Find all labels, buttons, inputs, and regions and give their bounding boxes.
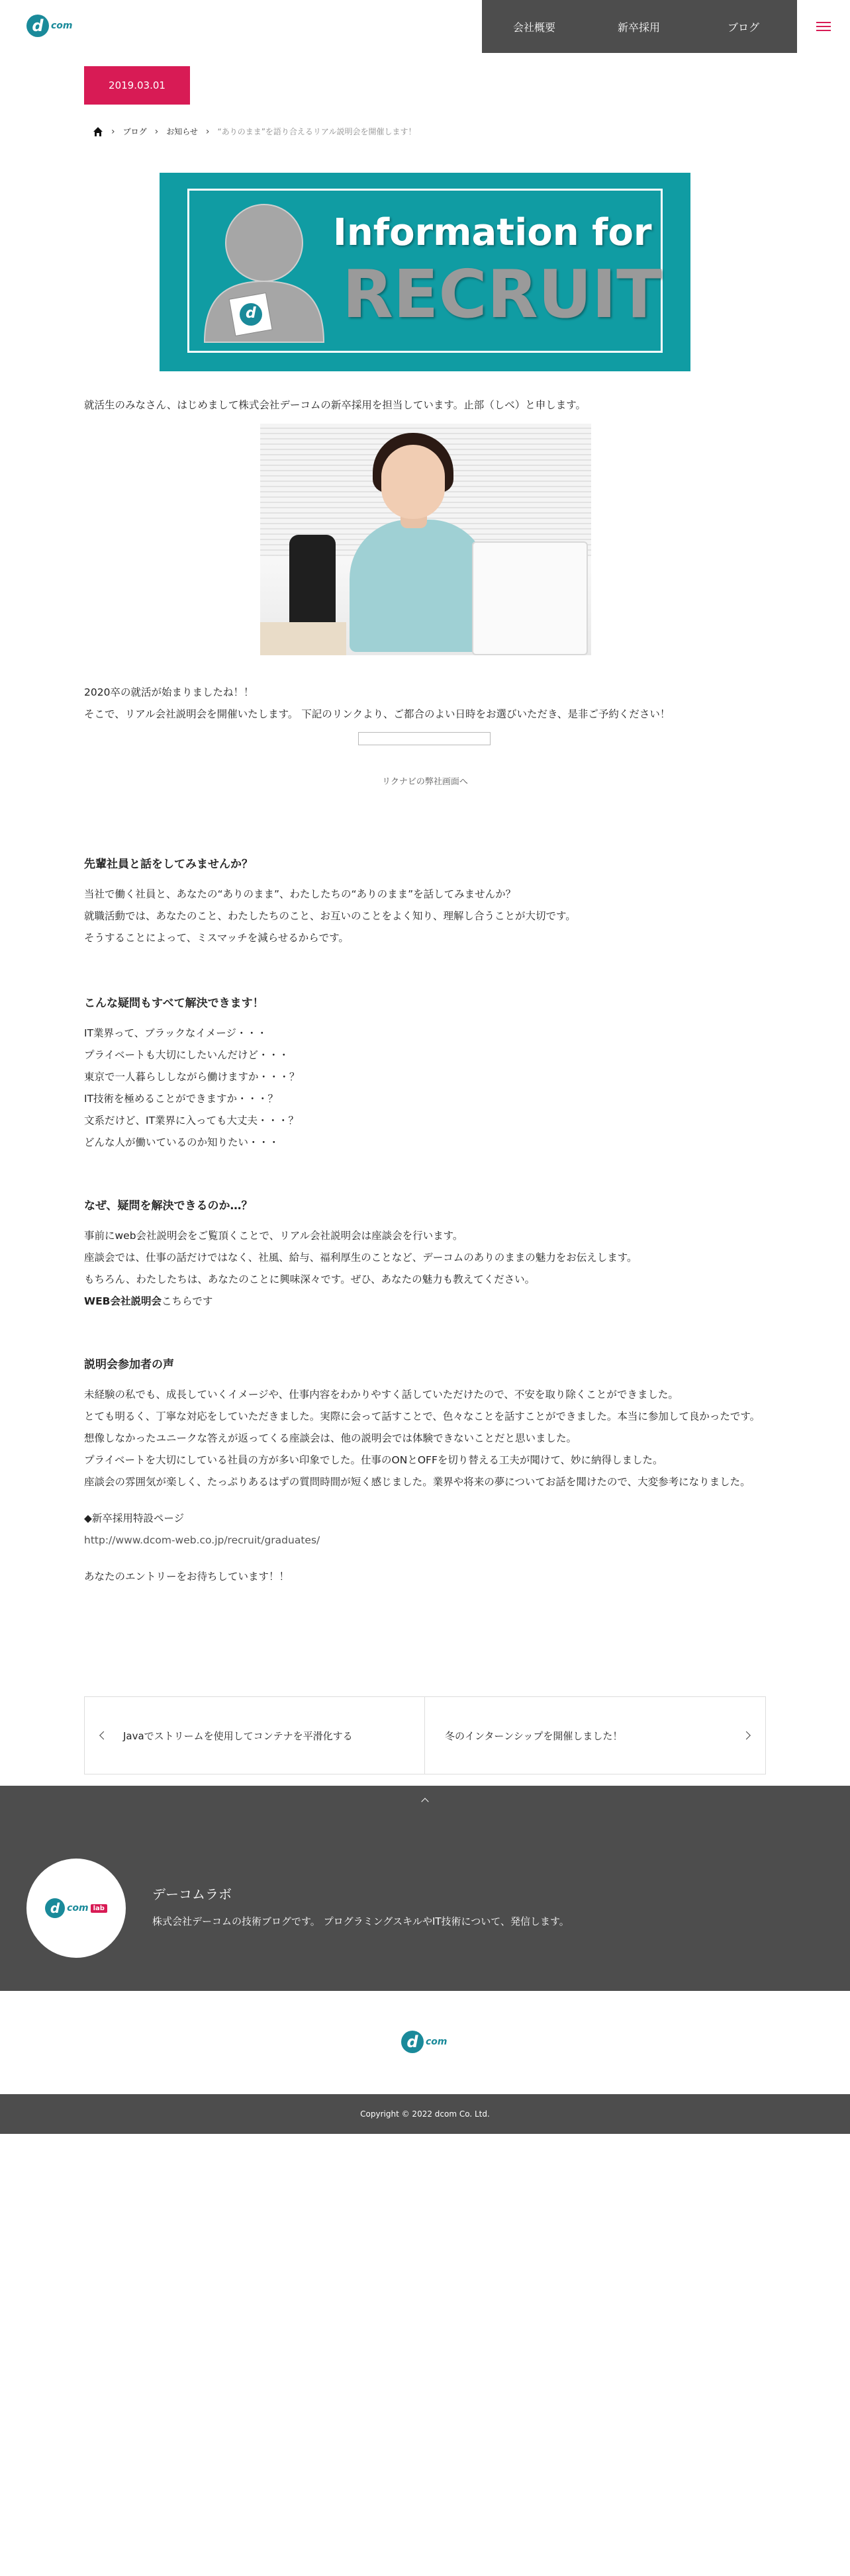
hero-title-line1: Information for — [333, 211, 652, 254]
section-title: なぜ、疑問を解決できるのか…？ — [84, 1199, 253, 1213]
footer-logo[interactable] — [401, 2031, 448, 2053]
avatar — [26, 1859, 126, 1958]
nav-item-company[interactable]: 会社概要 — [512, 21, 555, 34]
nav-item-recruit[interactable]: 新卒採用 — [617, 21, 660, 34]
question-item: 東京で一人暮らししながら働けますか・・・？ — [84, 1071, 300, 1083]
section-senpai — [84, 854, 766, 949]
section-title: 先輩社員と話をしてみませんか？ — [84, 858, 253, 871]
section-title: こんな疑問もすべて解決できます！ — [84, 997, 264, 1010]
prev-post-link[interactable] — [85, 1697, 425, 1774]
chevron-up-icon — [421, 1798, 428, 1805]
announce-line: そこで、リアル会社説明会を開催いたします。 下記のリンクより、ご都合のよい日時をお選びいただき、是非ご予約ください！ — [84, 708, 671, 720]
question-item: IT業界って、ブラックなイメージ・・・ — [84, 1027, 267, 1039]
question-item: IT技術を極めることができますか・・・？ — [84, 1093, 279, 1105]
desk-edge — [260, 622, 346, 655]
post-date-badge: 2019.03.01 — [84, 66, 190, 105]
closing-line: あなたのエントリーをお待ちしています！！ — [84, 1571, 290, 1583]
chevron-left-icon — [99, 1731, 108, 1740]
hero-title-line2: RECRUIT — [342, 255, 662, 333]
post-pager — [84, 1696, 766, 1774]
special-page-label: ◆新卒採用特設ページ — [84, 1512, 185, 1524]
voice-item: 未経験の私でも、成長していくイメージや、仕事内容をわかりやすく話していただけたので、不安を取り除くことができました。 — [84, 1389, 679, 1401]
announce-block — [84, 682, 766, 725]
rikunabi-link-caption[interactable]: リクナビの弊社画面へ — [382, 777, 468, 787]
section-line: 就職活動では、あなたのこと、わたしたちのこと、お互いのことをよく知り、理解し合うことが大切です。 — [84, 910, 576, 922]
site-logo[interactable] — [26, 15, 73, 37]
article-intro: 就活生のみなさん、はじめまして株式会社デーコムの新卒採用を担当しています。止部（しべ）と申します。 — [84, 399, 586, 411]
avatar-logo — [45, 1898, 107, 1918]
section-voices — [84, 1354, 766, 1588]
web-seminar-link[interactable] — [84, 1291, 766, 1312]
breadcrumb-current: “ありのまま”を語り合えるリアル説明会を開催します！ — [217, 127, 416, 136]
next-post-link[interactable] — [425, 1697, 765, 1774]
section-line: そうすることによって、ミスマッチを減らせるからです。 — [84, 932, 349, 944]
voice-item: プライベートを大切にしている社員の方が多い印象でした。仕事のONとOFFを切り替える工夫が聞けて、妙に納得しました。 — [84, 1454, 663, 1466]
special-page-url[interactable]: http://www.dcom-web.co.jp/recruit/graduates/ — [84, 1534, 320, 1546]
article-body — [84, 394, 766, 416]
voice-item: とても明るく、丁寧な対応をしていただきました。実際に会って話すことで、色々なことを話すことができました。本当に参加して良かったです。 — [84, 1410, 761, 1422]
breadcrumb-item-news[interactable]: お知らせ — [166, 127, 198, 136]
web-seminar-link-bold[interactable]: WEB会社説明会 — [84, 1295, 162, 1307]
recruiter-photo — [260, 424, 591, 655]
nav-item-blog[interactable]: ブログ — [727, 21, 759, 34]
hamburger-icon — [816, 19, 831, 34]
footer-logo-mark: d — [401, 2031, 424, 2053]
section-line: 事前にweb会社説明会をご覧頂くことで、リアル会社説明会は座談会を行います。 — [84, 1230, 463, 1242]
avatar-lab-badge: lab — [91, 1904, 107, 1913]
person-face — [381, 445, 445, 519]
logo-mark: d — [26, 15, 49, 37]
section-line: 座談会では、仕事の話だけではなく、社風、給与、福利厚生のことなど、デーコムのありのままの魅力をお伝えします。 — [84, 1252, 638, 1264]
chevron-right-icon: › — [205, 126, 210, 137]
menu-button[interactable] — [797, 0, 850, 53]
announce-line: 2020卒の就活が始まりましたね！！ — [84, 686, 254, 698]
section-title: 説明会参加者の声 — [84, 1358, 174, 1371]
person-icon — [198, 203, 330, 349]
prev-post-title: Javaでストリームを使用してコンテナを平滑化する — [123, 1729, 353, 1742]
next-post-title: 冬のインターンシップを開催しました！ — [445, 1729, 623, 1742]
profile-description: 株式会社デーコムの技術ブログです。 プログラミングスキルやIT技術について、発信します。 — [152, 1915, 569, 1927]
chevron-right-icon: › — [111, 126, 115, 137]
chevron-right-icon — [742, 1731, 751, 1740]
avatar-logo-mark: d — [45, 1898, 65, 1918]
breadcrumb — [93, 126, 416, 137]
author-profile — [0, 1786, 850, 1991]
profile-name: デーコムラボ — [152, 1886, 232, 1902]
site-header — [0, 0, 850, 53]
voice-item: 想像しなかったユニークな答えが返ってくる座談会は、他の説明会では体験できないことだと思いました。 — [84, 1432, 577, 1444]
global-nav — [482, 0, 797, 53]
breadcrumb-item-blog[interactable]: ブログ — [122, 127, 147, 136]
hero-badge-letter: d — [246, 305, 256, 322]
footer-logo-text: com — [426, 2037, 448, 2047]
section-why — [84, 1195, 766, 1312]
web-seminar-link-rest[interactable]: こちらです — [162, 1295, 213, 1307]
question-item: 文系だけど、IT業界に入っても大丈夫・・・？ — [84, 1115, 299, 1127]
chevron-right-icon: › — [154, 126, 159, 137]
copyright: Copyright © 2022 dcom Co. Ltd. — [0, 2094, 850, 2134]
logo-text: com — [51, 21, 73, 31]
monitor — [472, 541, 588, 655]
hero-banner — [160, 173, 690, 371]
question-item: プライベートも大切にしたいんだけど・・・ — [84, 1049, 289, 1061]
rikunabi-link-image[interactable] — [358, 732, 491, 745]
back-to-top-button[interactable] — [418, 1794, 432, 1807]
section-line: もちろん、わたしたちは、あなたのことに興味深々です。ぜひ、あなたの魅力も教えてください。 — [84, 1273, 536, 1285]
section-line: 当社で働く社員と、あなたの“ありのまま”、わたしたちの“ありのまま”を話してみませんか？ — [84, 888, 516, 900]
chair — [289, 535, 336, 634]
person-body — [350, 520, 489, 652]
voice-item: 座談会の雰囲気が楽しく、たっぷりあるはずの質問時間が短く感じました。業界や将来の夢についてお話を聞けたので、大変参考になりました。 — [84, 1476, 751, 1488]
avatar-logo-text: com — [67, 1903, 89, 1913]
home-icon[interactable] — [93, 126, 103, 137]
question-item: どんな人が働いているのか知りたい・・・ — [84, 1136, 279, 1148]
section-questions — [84, 993, 766, 1154]
